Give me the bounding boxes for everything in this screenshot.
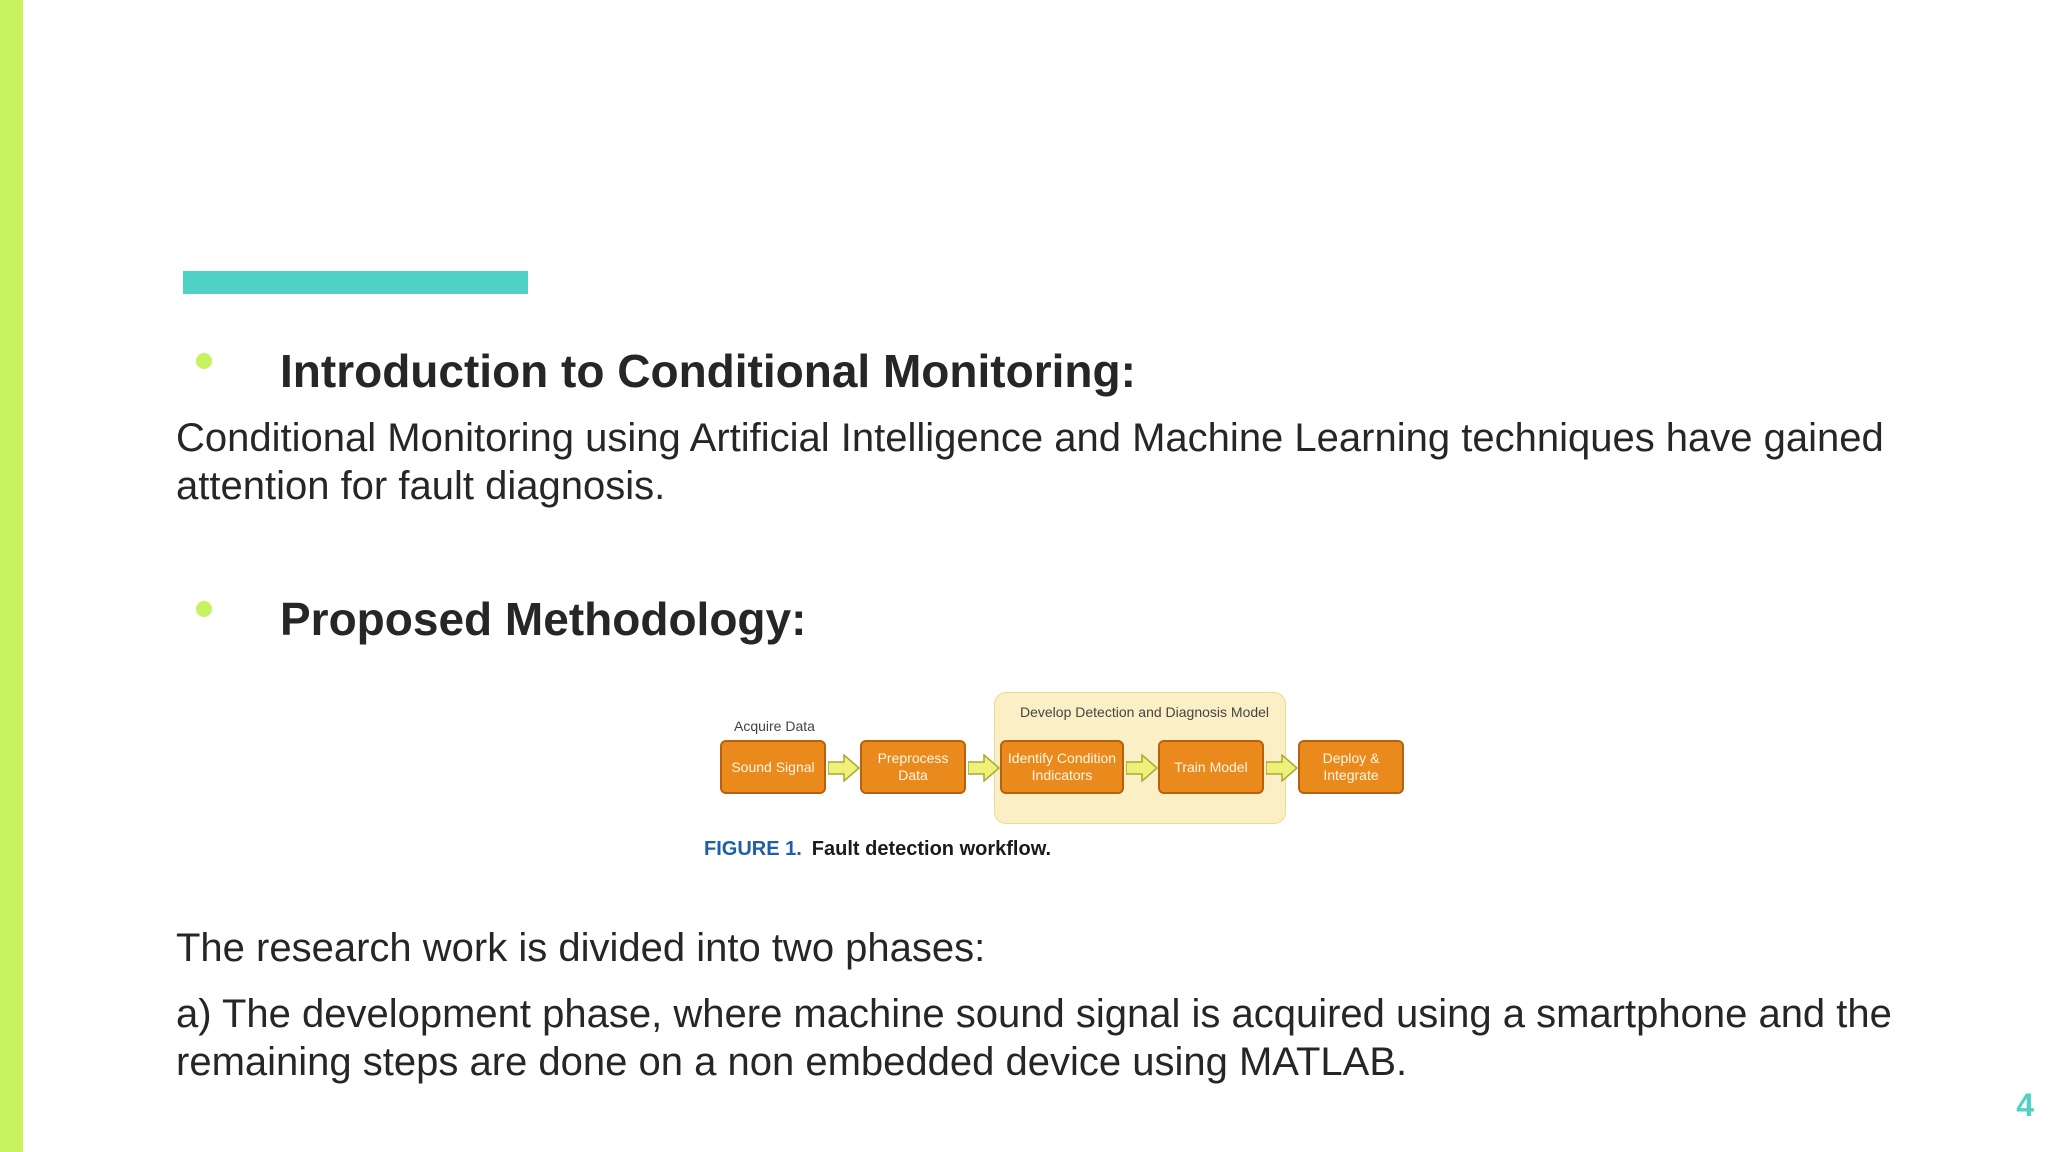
- acquire-data-label: Acquire Data: [734, 718, 815, 734]
- title-accent-rule: [183, 271, 528, 294]
- flow-step-train-model: Train Model: [1158, 740, 1264, 794]
- page-number: 4: [2016, 1087, 2034, 1123]
- flow-step-sound-signal: Sound Signal: [720, 740, 826, 794]
- bullet-dot: [196, 353, 212, 369]
- fault-detection-workflow-figure: [700, 690, 1420, 870]
- bullet-item-introduction: [196, 344, 1136, 398]
- figure-caption-text: Fault detection workflow.: [811, 838, 1052, 860]
- phase-a-text: a) The development phase, where machine sound signal is acquired using a smartphone and the remaining steps are done on a non embedded device using MATLAB.: [176, 992, 1892, 1084]
- flow-arrow-icon: [828, 754, 860, 782]
- section-heading-introduction: Introduction to Conditional Monitoring:: [280, 345, 1136, 397]
- introduction-paragraph: Conditional Monitoring using Artificial Intelligence and Machine Learning techniques have gained attention for fault diagnosis.: [176, 416, 1884, 508]
- bullet-dot: [196, 601, 212, 617]
- develop-model-group-label: Develop Detection and Diagnosis Model: [1020, 704, 1270, 720]
- flow-step-deploy: Deploy & Integrate: [1298, 740, 1404, 794]
- flow-step-preprocess: Preprocess Data: [860, 740, 966, 794]
- flow-step-identify-condition: Identify Condition Indicators: [1000, 740, 1124, 794]
- flow-arrow-icon: [968, 754, 1000, 782]
- left-accent-bar: [0, 0, 23, 1152]
- flow-arrow-icon: [1266, 754, 1298, 782]
- figure-number: FIGURE 1.: [704, 838, 802, 860]
- figure-caption: [704, 838, 1051, 861]
- bullet-item-methodology: [196, 592, 806, 646]
- section-heading-methodology: Proposed Methodology:: [280, 593, 807, 645]
- flow-arrow-icon: [1126, 754, 1158, 782]
- phases-intro-text: The research work is divided into two phases:: [176, 926, 986, 970]
